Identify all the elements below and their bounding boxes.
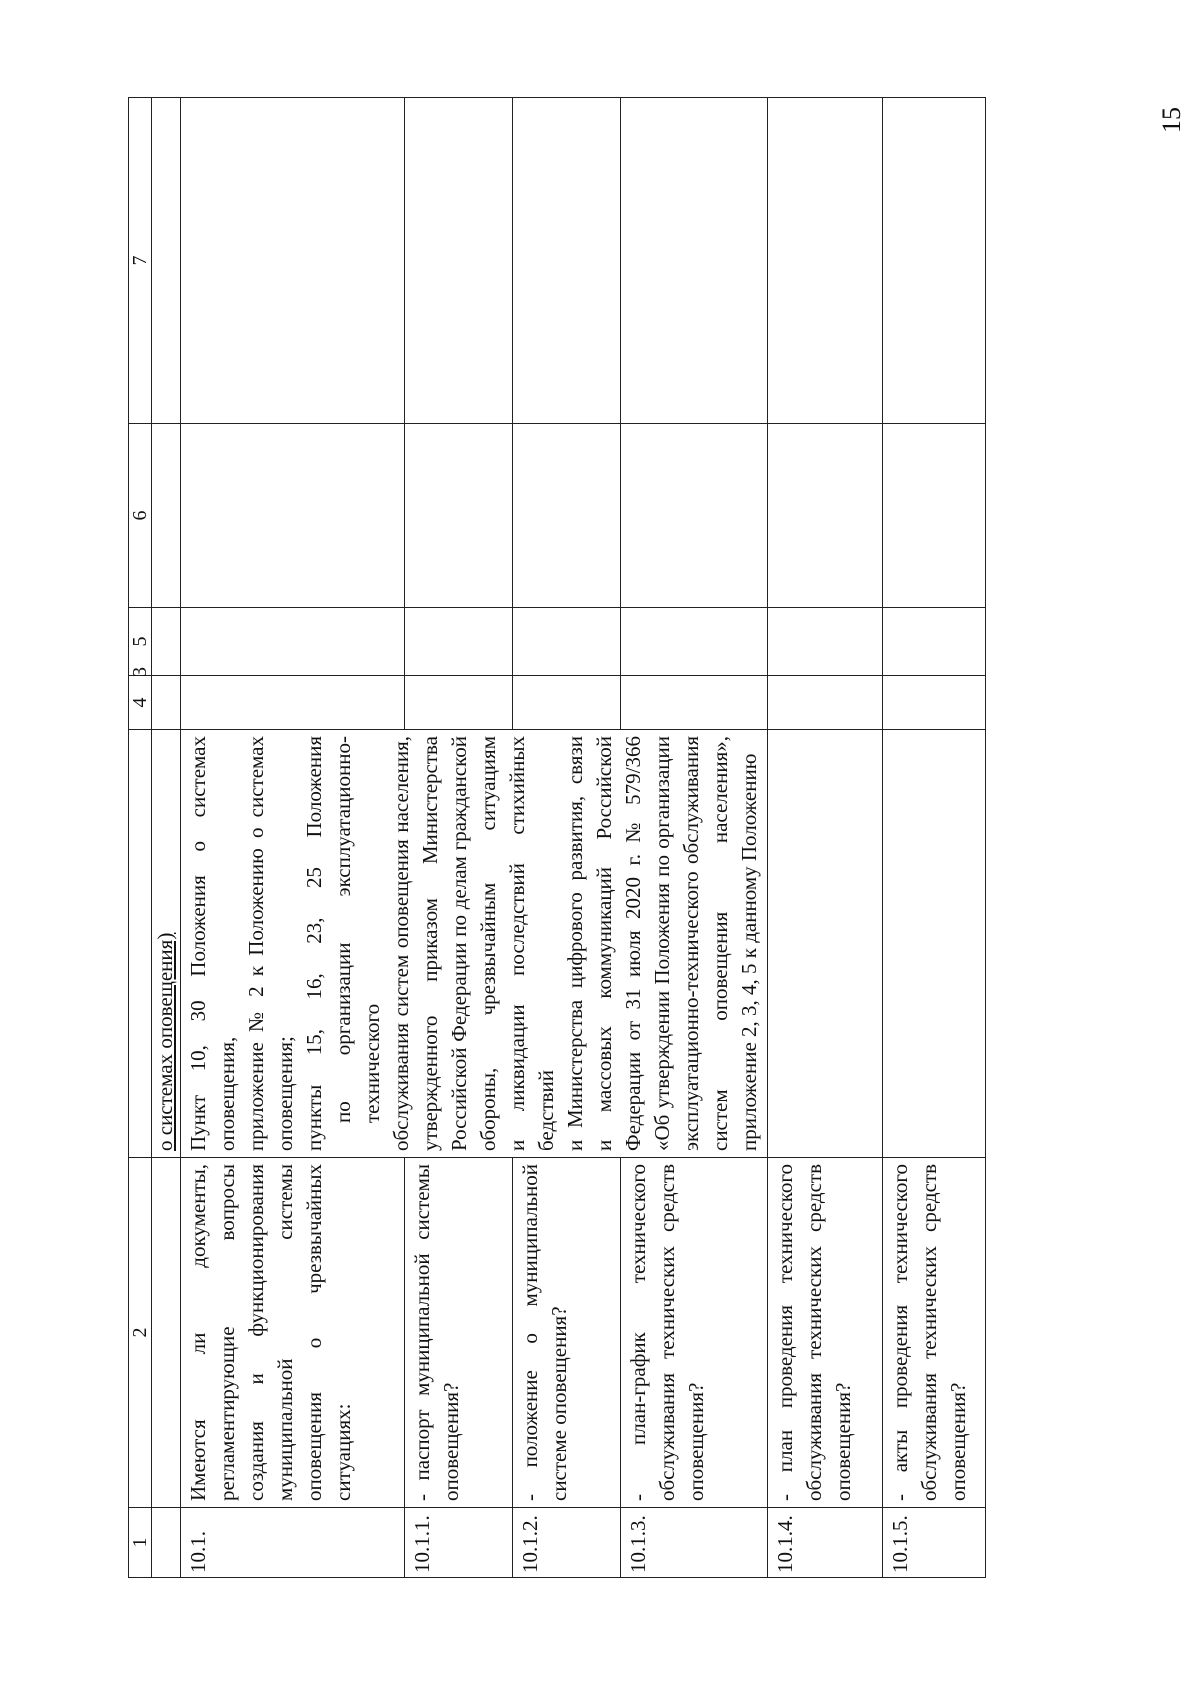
reference-line: Федерации от 31 июля 2020 г. № 579/366 [621,736,645,1151]
item-number: 10.1.2. [512,1508,620,1578]
header-col-5: 5 [129,608,152,676]
item-question: - план проведения технического обслуживания технических средств оповещения? [768,1158,883,1508]
cell-col-4 [181,676,405,730]
reference-line: обслуживания систем оповещения населения, [389,736,413,1151]
header-col-3: 3 [129,730,152,1158]
reference-line: Российской Федерации по делам гражданской [447,736,471,1151]
header-col-1: 1 [129,1508,152,1578]
cell-col-4 [620,676,767,730]
reference-line: «Об утверждении Положения по организации [650,736,674,1151]
reference-line: утвержденного приказом Министерства [418,736,442,1151]
reference-line: приложение № 2 к Положению о системах [244,736,268,1151]
cell-col-5 [620,608,767,676]
item-question: - положение о муниципальной системе оповещения? [512,1158,620,1508]
cell-col-4 [768,676,883,730]
cell-col-6 [768,424,883,608]
reference-line: и массовых коммуникаций Российской [592,736,616,1151]
cell-col-6 [512,424,620,608]
cell-col-6 [883,424,986,608]
cell-col-6 [181,424,405,608]
checklist-table [128,97,986,1578]
item-number: 10.1.1. [405,1508,513,1578]
cell-col-7 [405,98,513,424]
reference-line: и ликвидации последствий стихийных бедствий [505,736,558,1151]
continuation-text: о системах оповещения) [152,730,181,1158]
header-col-4: 4 [129,676,152,730]
reference-line: пункты 15, 16, 23, 25 Положения [302,736,326,1151]
item-number: 10.1. [181,1508,405,1578]
cell-col-5 [405,608,513,676]
item-reference [181,730,768,1158]
cell-col-7 [181,98,405,424]
cell-col-4 [883,676,986,730]
item-number: 10.1.5. [883,1508,986,1578]
reference-line: приложение 2, 3, 4, 5 к данному Положению [737,753,761,1151]
rotated-table-container [128,98,1046,1578]
reference-line: обороны, чрезвычайным ситуациям [476,736,500,1151]
cell-col-3 [883,730,986,1158]
cell-col-4 [512,676,620,730]
item-question: - акты проведения технического обслуживания технических средств оповещения? [883,1158,986,1508]
item-question: Имеются ли документы, регламентирующие вопросы создания и функционирования муниципальной системы оповещения о чрезвычайных ситуациях: [181,1158,405,1508]
cell-col-6 [405,424,513,608]
header-col-6: 6 [129,424,152,608]
reference-line: по организации эксплуатационно-технического [331,736,384,1123]
cell-col-5 [883,608,986,676]
header-col-2: 2 [129,1158,152,1508]
cell-col-3 [768,730,883,1158]
item-question: - паспорт муниципальной системы оповещения? [405,1158,513,1508]
cell-col-7 [620,98,767,424]
cell-col-7 [883,98,986,424]
cell-col-5 [181,608,405,676]
cell-col-7 [512,98,620,424]
continuation-row [152,98,181,1578]
reference-line: систем оповещения населения», [708,736,732,1151]
table-row [883,98,986,1578]
table-row [768,98,883,1578]
cell-col-5 [512,608,620,676]
header-row [129,98,152,1578]
reference-line: эксплуатационно-технического обслуживания [679,736,703,1151]
item-number: 10.1.3. [620,1508,767,1578]
reference-line: Пункт 10, 30 Положения о системах оповещения, [186,736,239,1151]
reference-line: и Министерства цифрового развития, связи [563,736,587,1151]
cell-col-7 [768,98,883,424]
table-row [181,98,405,1578]
item-number: 10.1.4. [768,1508,883,1578]
cell-col-5 [768,608,883,676]
page-number: 15 [1157,107,1186,133]
reference-line: оповещения; [273,1036,297,1151]
cell-col-6 [620,424,767,608]
header-col-7: 7 [129,98,152,424]
cell-col-4 [405,676,513,730]
item-question: - план-график технического обслуживания технических средств оповещения? [620,1158,767,1508]
